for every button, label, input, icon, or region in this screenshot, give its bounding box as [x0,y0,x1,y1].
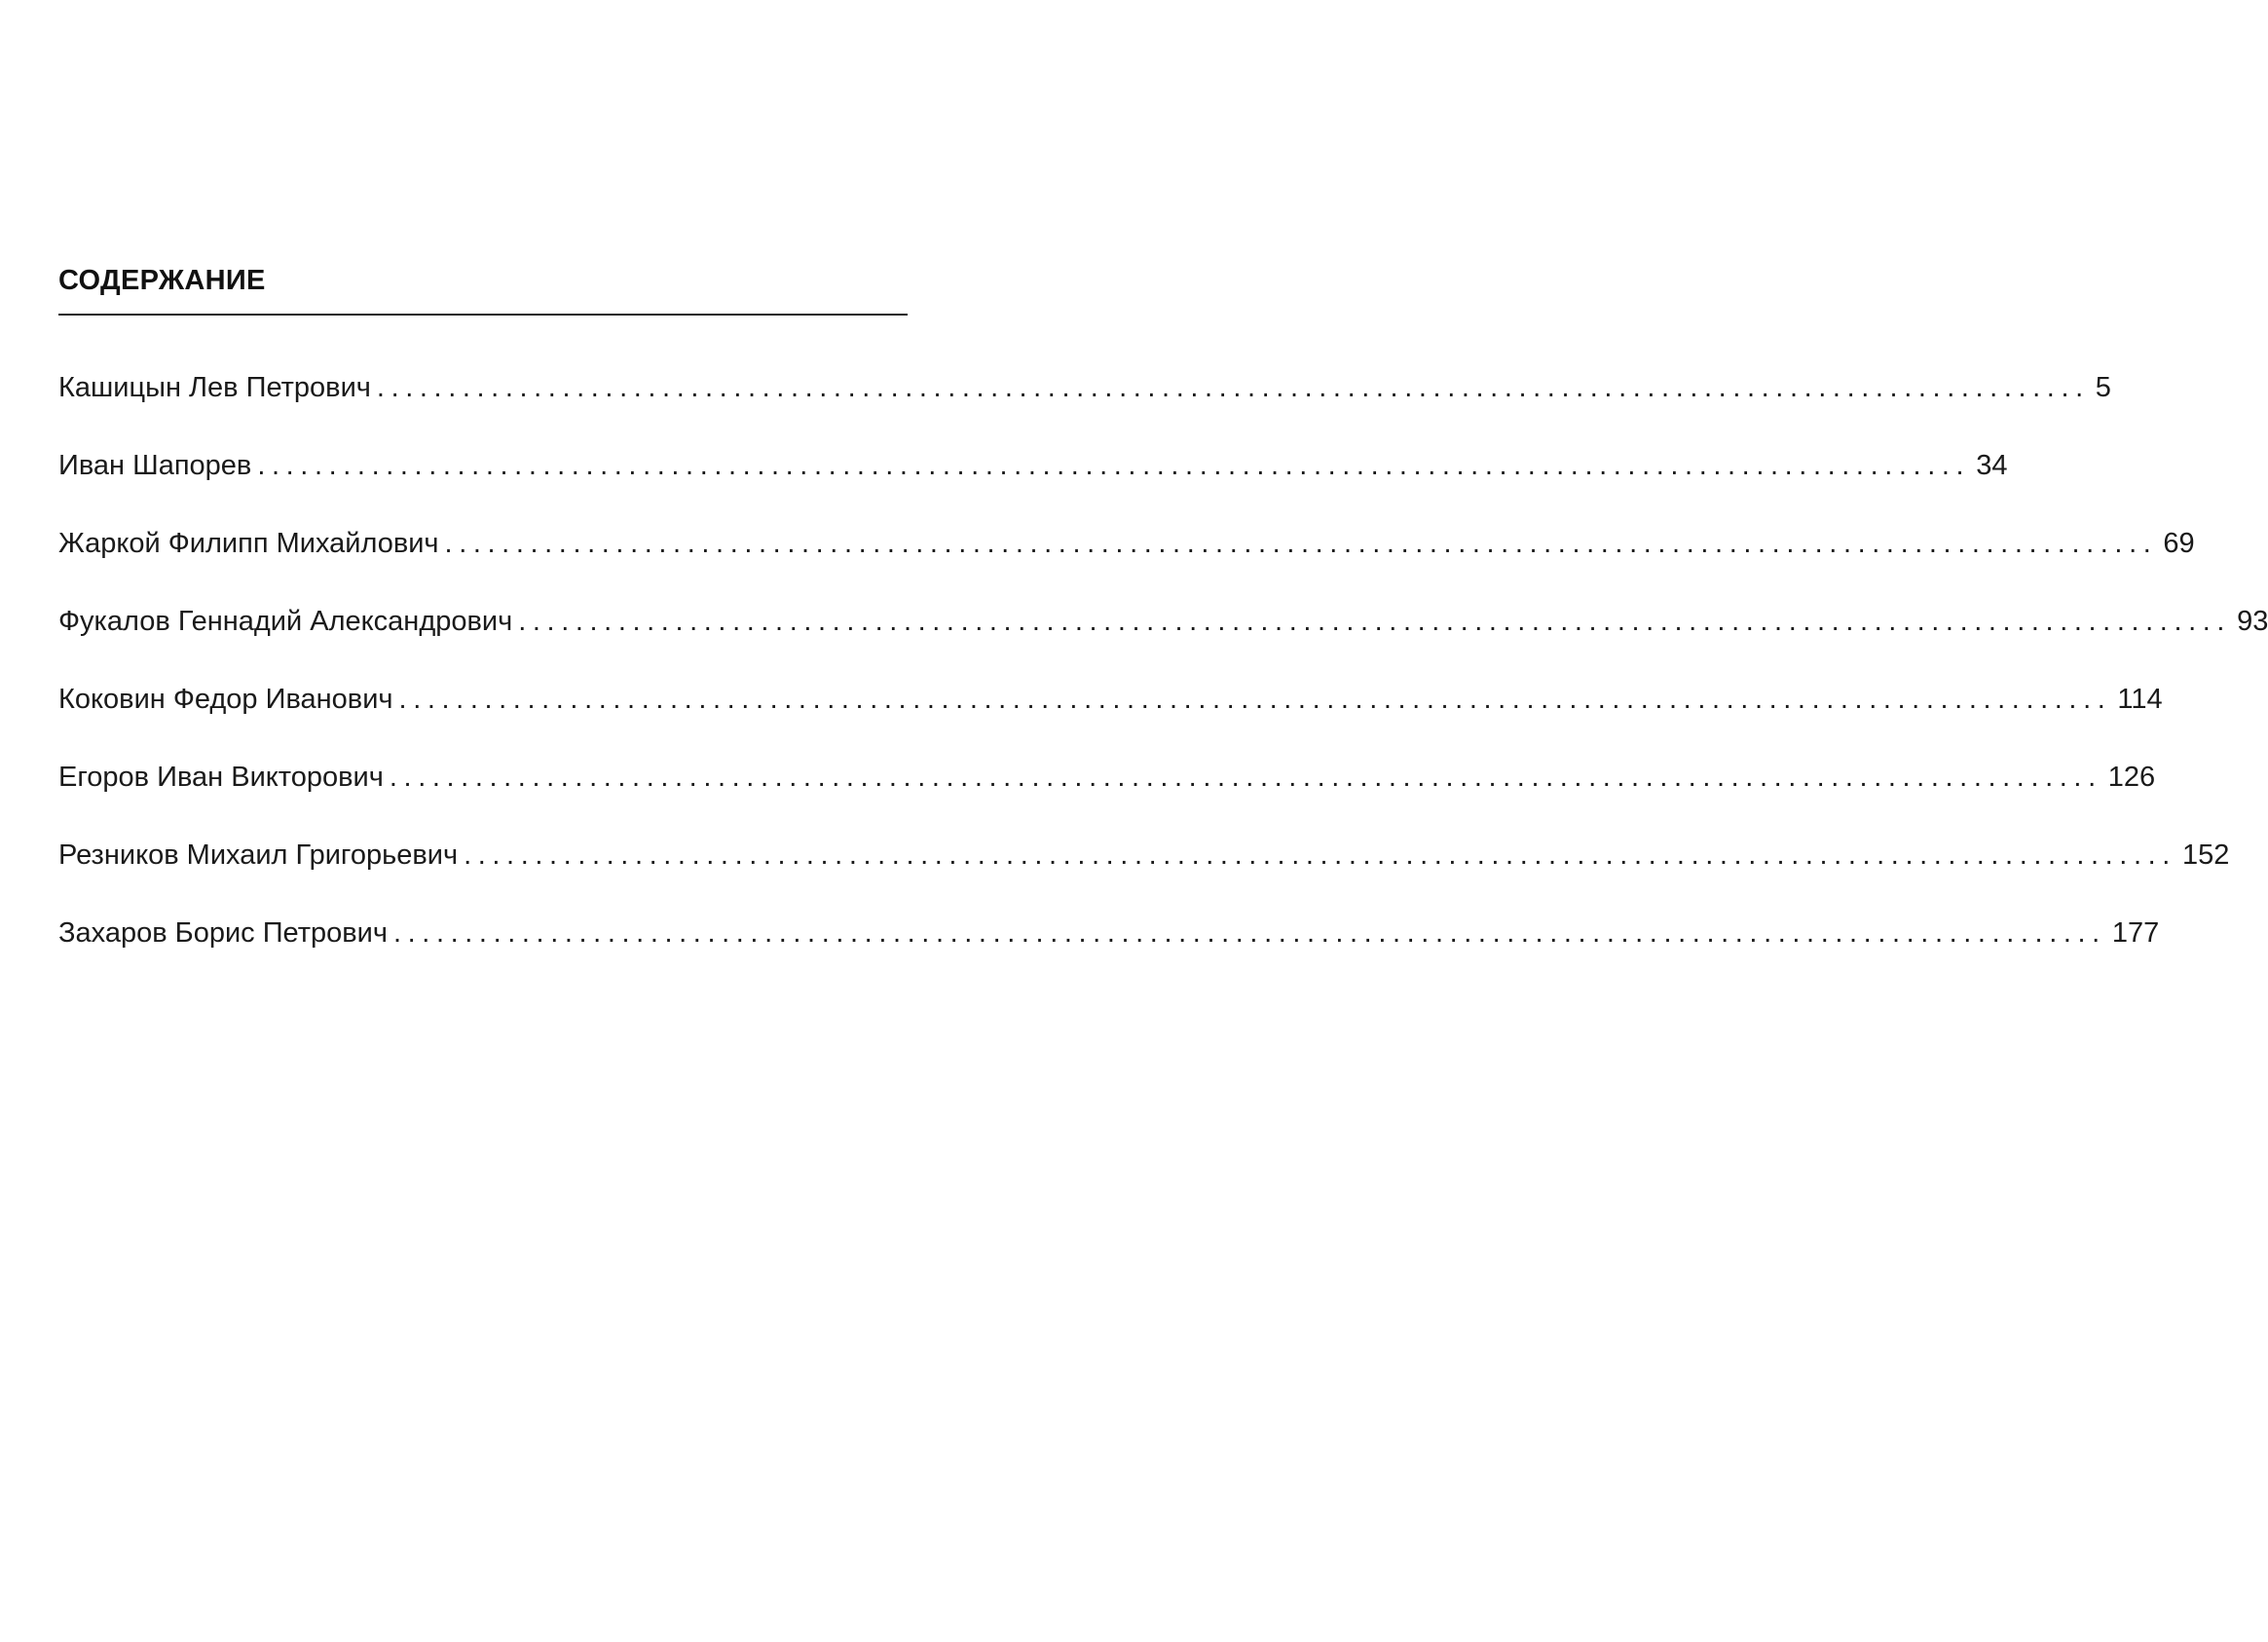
toc-entry-page: 152 [2181,840,2230,871]
toc-list [58,372,2268,997]
toc-heading: СОДЕРЖАНИЕ [58,265,266,296]
toc-entry-page: 34 [1976,450,2008,481]
toc-entry-page: 69 [2163,528,2195,559]
toc-entry-title: Фукалов Геннадий Александрович [58,606,513,637]
toc-entry [58,372,2111,452]
toc-entry [58,684,2163,764]
toc-entry-title: Коковин Федор Иванович [58,684,393,715]
toc-entry [58,450,2008,530]
dot-leader: ........................................................................................................................ [518,606,2232,637]
toc-entry-page: 5 [2095,372,2111,403]
dot-leader: ........................................................................................................................ [464,840,2176,871]
toc-entry-title: Жаркой Филипп Михайлович [58,528,439,559]
toc-entry [58,917,2160,997]
toc-entry [58,528,2195,608]
dot-leader: ........................................................................................................................ [389,762,2102,793]
toc-entry [58,606,2268,686]
toc-entry [58,762,2156,841]
toc-entry [58,840,2230,919]
toc-entry-page: 114 [2117,684,2163,715]
toc-entry-title: Захаров Борис Петрович [58,917,388,949]
toc-entry-title: Кашицын Лев Петрович [58,372,371,403]
toc-entry-page: 177 [2111,917,2160,949]
dot-leader: ........................................................................................................................ [257,450,1971,481]
toc-entry-title: Резников Михаил Григорьевич [58,840,459,871]
dot-leader: ........................................................................................................................ [444,528,2158,559]
toc-entry-title: Егоров Иван Викторович [58,762,384,793]
dot-leader: ........................................................................................................................ [376,372,2090,403]
dot-leader: ........................................................................................................................ [398,684,2112,715]
heading-divider [58,314,908,316]
toc-entry-title: Иван Шапорев [58,450,252,481]
dot-leader: ........................................................................................................................ [392,917,2106,949]
toc-entry-page: 126 [2107,762,2156,793]
toc-entry-page: 93 [2237,606,2268,637]
